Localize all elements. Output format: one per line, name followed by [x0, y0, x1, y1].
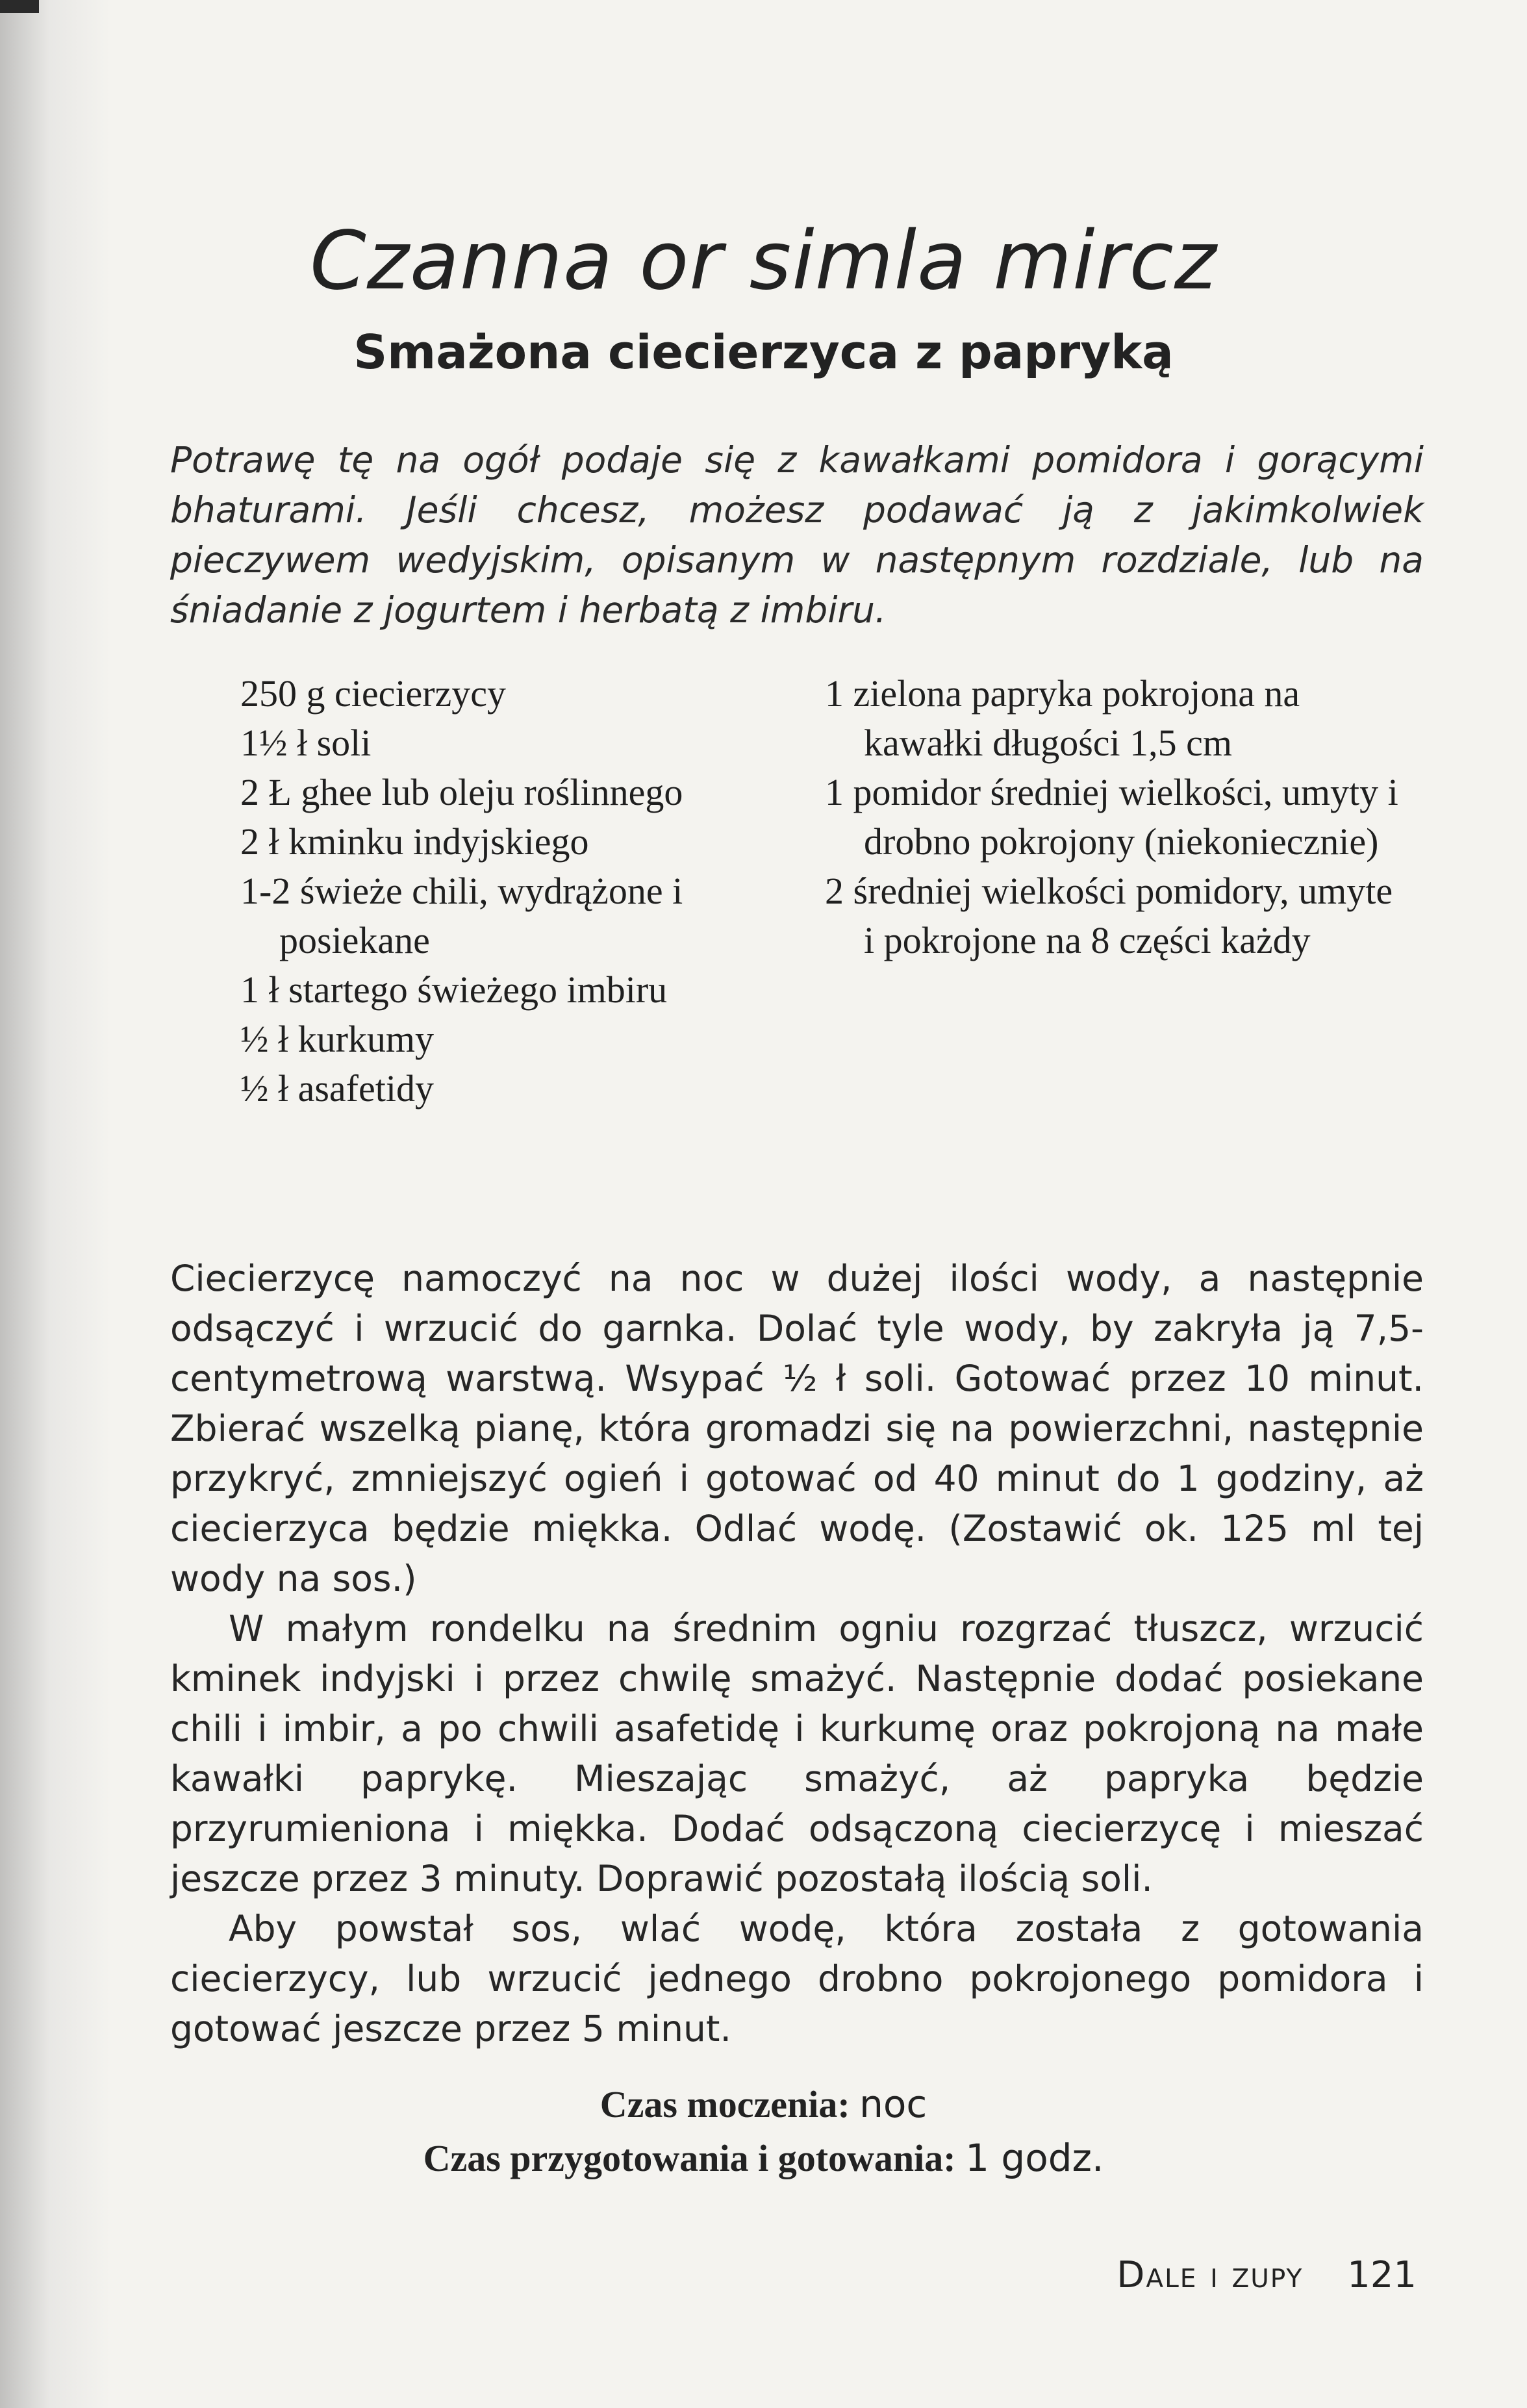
- ingredient-item: 2 średniej wielkości pomidory, umyte i pokrojone na 8 części każdy: [825, 870, 1393, 961]
- recipe-subtitle: Smażona ciecierzyca z papryką: [353, 325, 1174, 379]
- ingredient-item: 1 zielona papryka pokrojona na kawałki długości 1,5 cm: [825, 672, 1300, 764]
- ingredient-item: 1 ł startego świeżego imbiru: [240, 969, 668, 1011]
- method-paragraph: Aby powstał sos, wlać wodę, która została z gotowania ciecierzycy, lub wrzucić jednego drobno pokrojonego pomidora i gotować jeszcze przez 5 minut.: [170, 1908, 1424, 2049]
- ingredient-item: 2 ł kminku indyjskiego: [240, 820, 589, 863]
- ingredient-item: 1 pomidor średniej wielkości, umyty i drobno pokrojony (niekoniecznie): [825, 771, 1398, 863]
- cook-time-value: 1 godz.: [965, 2136, 1104, 2180]
- soak-time-label: Czas moczenia:: [599, 2083, 860, 2125]
- soak-time-row: [0, 2077, 1527, 2131]
- method-paragraph: W małym rondelku na średnim ogniu rozgrzać tłuszcz, wrzucić kminek indyjski i przez chwilę smażyć. Następnie dodać posiekane chili i imbir, a po chwili asafetidę i kurkumę oraz pokrojoną na małe kawałki paprykę. Mieszając smażyć, aż papryka będzie przyrumieniona i miękka. Dodać odsączoną ciecierzycę i mieszać jeszcze przez 3 minuty. Doprawić pozostałą ilością soli.: [170, 1608, 1424, 1899]
- ingredient-item: ½ ł asafetidy: [240, 1067, 434, 1109]
- recipe-intro: Potrawę tę na ogół podaje się z kawałkami pomidora i gorącymi bhaturami. Jeśli chcesz, możesz podawać ją z jakimkolwiek pieczywem wedyjskim, opisanym w następnym rozdziale, lub na śniadanie z jogurtem i herbatą z imbiru.: [170, 439, 1424, 631]
- ingredient-item: ½ ł kurkumy: [240, 1018, 435, 1060]
- soak-time-value: noc: [859, 2082, 928, 2126]
- cook-time-row: [0, 2131, 1527, 2185]
- page-footer: [1117, 2254, 1417, 2296]
- scan-corner-mark: [0, 0, 39, 13]
- section-name: Dale i zupy: [1117, 2254, 1304, 2296]
- ingredient-item: 1½ ł soli: [240, 722, 372, 764]
- page-number: 121: [1347, 2254, 1417, 2296]
- ingredients-left-column: [240, 669, 825, 1113]
- cook-time-label: Czas przygotowania i gotowania:: [423, 2137, 966, 2179]
- ingredient-item: 2 Ł ghee lub oleju roślinnego: [240, 771, 683, 813]
- recipe-times: [0, 2077, 1527, 2185]
- ingredient-item: 1-2 świeże chili, wydrążone i posiekane: [240, 870, 683, 961]
- method-paragraph: Ciecierzycę namoczyć na noc w dużej ilości wody, a następnie odsączyć i wrzucić do garnka. Dolać tyle wody, by zakryła ją 7,5-centymetrową warstwą. Wsypać ½ ł soli. Gotować przez 10 minut. Zbierać wszelką pianę, która gromadzi się na powierzchni, następnie przykryć, zmniejszyć ogień i gotować od 40 minut do 1 godziny, aż ciecierzyca będzie miękka. Odlać wodę. (Zostawić ok. 125 ml tej wody na sos.): [170, 1258, 1424, 1599]
- ingredients-right-column: [825, 669, 1409, 965]
- recipe-method: [170, 1254, 1424, 2054]
- ingredient-item: 250 g ciecierzycy: [240, 672, 507, 715]
- recipe-title: Czanna or simla mircz: [310, 214, 1217, 308]
